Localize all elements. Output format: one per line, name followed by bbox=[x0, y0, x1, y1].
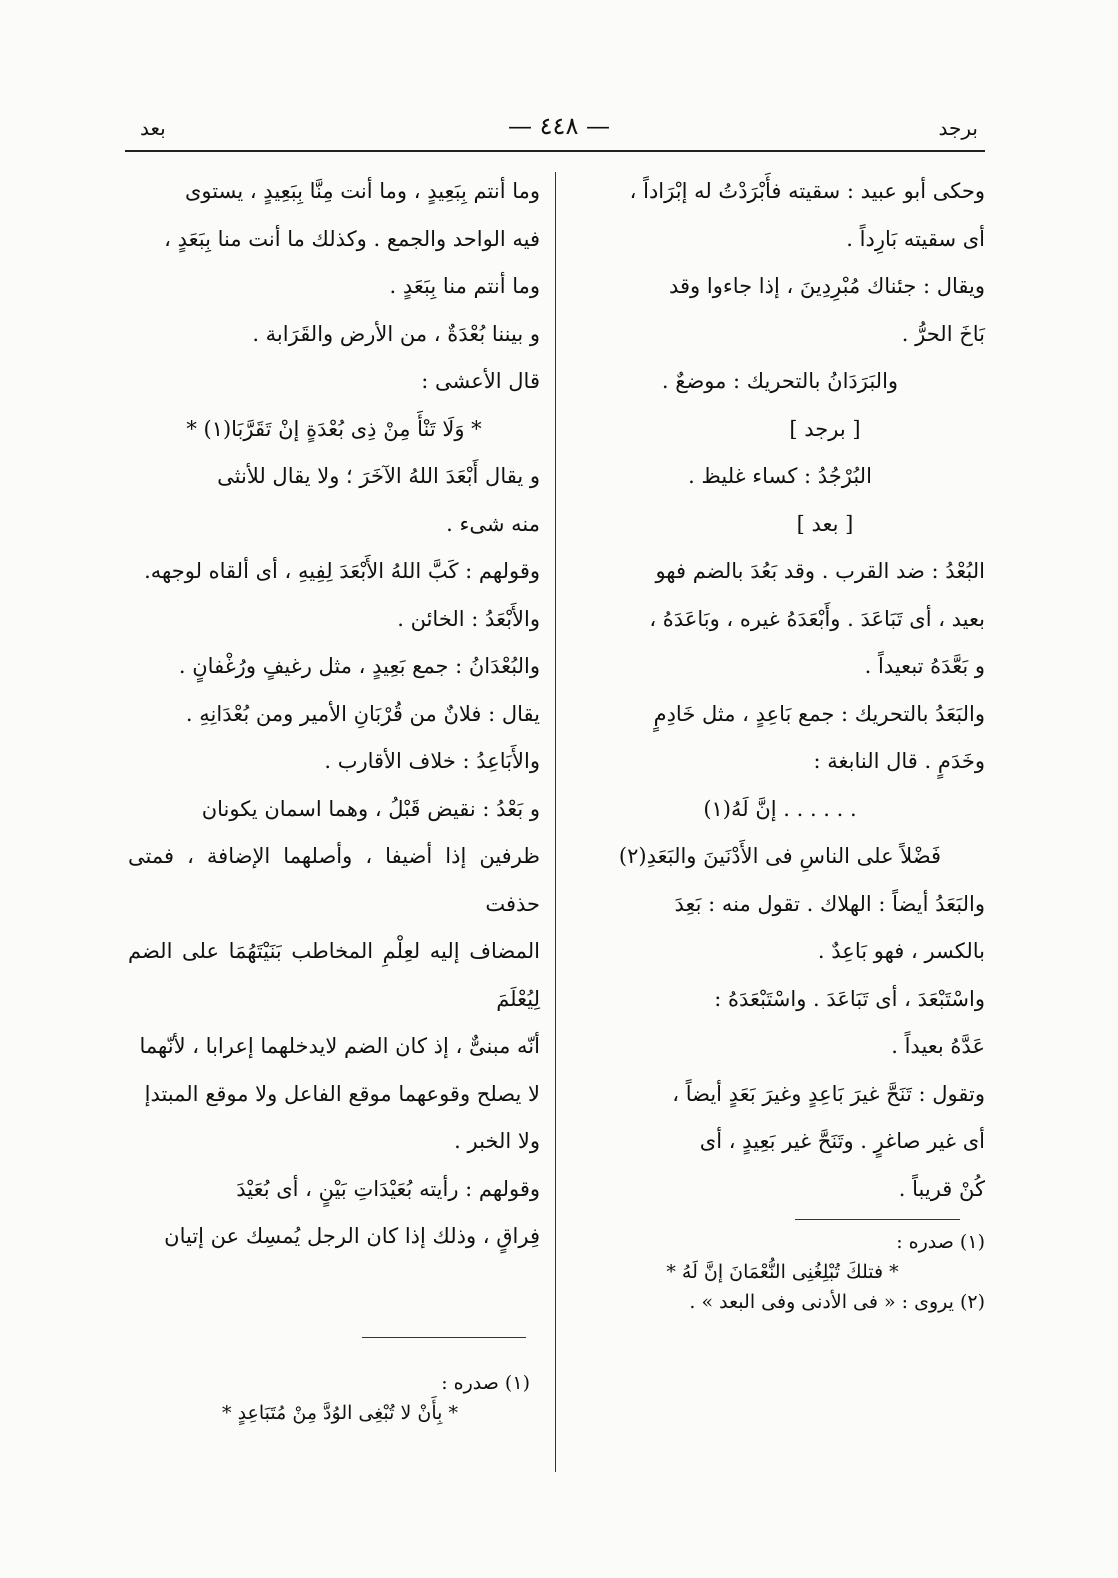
text-line: والبَعَدُ أيضاً : الهلاك . تقول منه : بَعِدَ bbox=[674, 891, 985, 916]
text-line: لا يصلح وقوعهما موقع الفاعل ولا موقع المبتدإ bbox=[144, 1081, 540, 1106]
entry-heading-bud: [ بعد ] bbox=[796, 511, 854, 536]
right-column bbox=[575, 168, 985, 1213]
text-line: والبَرَدَانُ بالتحريك : موضعٌ . bbox=[661, 369, 899, 393]
footnote-rule-left bbox=[362, 1337, 526, 1338]
text-line: فيه الواحد والجمع . وكذلك ما أنت منا بِبَعَدٍ ، bbox=[164, 226, 540, 251]
text-line: والأَبْعَدُ : الخائن . bbox=[397, 606, 540, 631]
text-line: و بيننا بُعْدَةٌ ، من الأرض والقَرَابة . bbox=[252, 321, 540, 346]
text-line: أنّه مبنىٌّ ، إذ كان الضم لايدخلهما إعرابا ، لأنّهما bbox=[139, 1034, 540, 1058]
text-line: ظرفين إذا أضيفا ، وأصلهما الإضافة ، فمتى حذفت bbox=[128, 844, 540, 916]
left-column bbox=[128, 168, 540, 1261]
text-line: البُعْدُ : ضد القرب . وقد بَعُدَ بالضم فهو bbox=[655, 559, 985, 583]
text-line: كُنْ قريباً . bbox=[898, 1176, 985, 1201]
text-line: و يقال أَبْعَدَ اللهُ الآخَرَ ؛ ولا يقال للأنثى bbox=[217, 464, 540, 488]
footnote-verse: * فتلكَ تُبْلِغُنِى النُّعْمَانَ إنَّ لَهُ * bbox=[666, 1261, 899, 1283]
footnote-verse: * بِأَنْ لا تُبْغِى الوُدَّ مِنْ مُتَبَاعِدٍ * bbox=[222, 1402, 458, 1424]
header-rule bbox=[125, 150, 985, 152]
text-line: والأَبَاعِدُ : خلاف الأقارب . bbox=[324, 749, 540, 773]
text-line: وتقول : تَنَحَّ غيرَ بَاعِدٍ وغيرَ بَعَدٍ أيضاً ، bbox=[672, 1081, 985, 1106]
text-line: وقولهم : رأيته بُعَيْدَاتِ بَيْنٍ ، أى بُعَيْدَ bbox=[236, 1176, 540, 1201]
footnote-rule-right bbox=[795, 1219, 960, 1220]
text-line: عَدَّهُ بعيداً . bbox=[891, 1034, 985, 1058]
text-line: بالكسر ، فهو بَاعِدٌ . bbox=[817, 939, 985, 963]
header-right-word: برجد bbox=[938, 116, 978, 140]
text-line: ولا الخبر . bbox=[454, 1129, 540, 1153]
text-line: واسْتَبْعَدَ ، أى تَبَاعَدَ . واسْتَبْعَدَهُ : bbox=[714, 986, 985, 1011]
text-line: منه شىء . bbox=[446, 511, 540, 536]
footnote-line: (٢) يروى : « فى الأدنى وفى البعد » . bbox=[689, 1291, 985, 1313]
text-line: قال الأعشى : bbox=[421, 369, 540, 393]
text-line: وخَدَمٍ . قال النابغة : bbox=[813, 749, 985, 773]
verse-line: فَضْلاً على الناسِ فى الأَدْنَينَ والبَعَدِ(٢) bbox=[618, 844, 942, 868]
text-line: أى غير صاغرٍ . وتَنَحَّ غير بَعِيدٍ ، أى bbox=[699, 1129, 985, 1153]
text-line: البُرْجُدُ : كساء غليظ . bbox=[688, 464, 872, 488]
text-line: وما أنتم بِبَعِيدٍ ، وما أنت مِنَّا بِبَعِيدٍ ، يستوى bbox=[184, 179, 540, 203]
text-line: و بَعَّدَهُ تبعيداً . bbox=[864, 654, 985, 678]
footnote-line: (١) صدره : bbox=[441, 1372, 530, 1394]
header-left-word: بعد bbox=[140, 116, 166, 140]
text-line: والبُعْدَانُ : جمع بَعِيدٍ ، مثل رغيفٍ ورُغْفانٍ . bbox=[178, 654, 540, 678]
text-line: وما أنتم منا بِبَعَدٍ . bbox=[389, 274, 540, 298]
page-number: — ٤٤٨ — bbox=[508, 112, 610, 140]
text-line: المضاف إليه لعِلْمِ المخاطب بَنَيْتَهُمَا على الضم لِيُعْلَمَ bbox=[128, 939, 540, 1011]
text-line: والبَعَدُ بالتحريك : جمع بَاعِدٍ ، مثل خَادِمٍ bbox=[653, 701, 985, 726]
footnotes-left bbox=[150, 1368, 530, 1428]
text-line: وحكى أبو عبيد : سقيته فأَبْرَدْتُ له إبْرَاداً ، bbox=[629, 179, 985, 203]
text-line: ويقال : جئناك مُبْرِدِينَ ، إذا جاءوا وقد bbox=[668, 274, 985, 298]
page-header bbox=[128, 112, 990, 152]
entry-heading-burjud: [ برجد ] bbox=[789, 416, 861, 441]
footnote-line: (١) صدره : bbox=[896, 1231, 985, 1253]
column-divider bbox=[555, 172, 556, 1472]
text-line: فِراقٍ ، وذلك إذا كان الرجل يُمسِك عن إتيان bbox=[164, 1224, 540, 1248]
text-line: و بَعْدُ : نقيض قَبْلُ ، وهما اسمان يكونان bbox=[201, 796, 540, 821]
verse-line: . . . . . . إنَّ لَهُ(١) bbox=[703, 796, 857, 821]
text-line: بعيد ، أى تَبَاعَدَ . وأَبْعَدَهُ غيره ، وبَاعَدَهُ ، bbox=[649, 606, 985, 631]
text-line: أى سقيته بَارِداً . bbox=[846, 226, 985, 251]
text-line: يقال : فلانٌ من قُرْبَانِ الأمير ومن بُعْدَانِهِ . bbox=[185, 701, 540, 726]
verse-line: * وَلَا تَنْأَ مِنْ ذِى بُعْدَةٍ إنْ تَقَرَّبَا(١) * bbox=[186, 416, 482, 441]
text-line: وقولهم : كَبَّ اللهُ الأَبْعَدَ لِفِيهِ ، أى ألقاه لوجهه. bbox=[144, 559, 540, 583]
footnotes-right bbox=[580, 1227, 985, 1317]
text-line: بَاخَ الحرُّ . bbox=[901, 321, 985, 346]
